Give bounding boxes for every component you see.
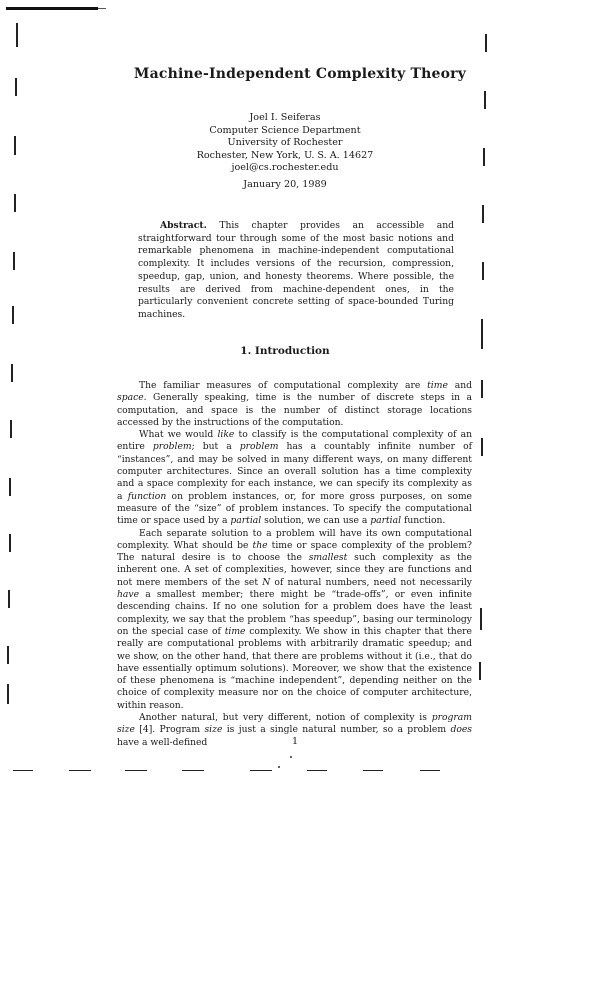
emphasis: function xyxy=(127,490,167,502)
bottom-dash xyxy=(420,770,440,771)
bottom-dash xyxy=(363,770,383,771)
emphasis: does xyxy=(450,724,473,736)
emphasis: the xyxy=(252,539,268,551)
margin-mark-left xyxy=(12,306,14,324)
text-run: [4]. Program xyxy=(134,724,205,736)
emphasis: N xyxy=(262,576,271,588)
text-run: has a countably infinite number of “instances”, and may be solved in many different ways, on many different computer architectures. Since an overall solution has a time complexity and a space complexity for each instance, we can specify its complexity as a xyxy=(117,441,473,502)
author-department: Computer Science Department xyxy=(209,124,361,136)
emphasis: partial xyxy=(370,515,402,527)
text-run: . Generally speaking, time is the number of discrete steps in a computation, and space is the number of distinct storage locations accessed by the instructions of the computation. xyxy=(117,392,472,428)
text-run: What we would xyxy=(139,429,218,441)
text-run: on problem instances, or, for more gross purposes, on some measure of the “size” of problem instances. To specify the computational time or space used by a xyxy=(117,490,472,527)
scan-top-bar-tail xyxy=(98,8,106,9)
emphasis: time xyxy=(427,380,448,391)
bottom-dash xyxy=(125,770,147,771)
text-run: complexity. We show in this chapter that there really are computational problems with arbitrarily dramatic speedup; and we show, on the other hand, that there are problems without it (i.e., that do have essentially optimum solutions). Moreover, we show that the existence of these phenomena is “machine independent”, depending neither on the choice of complexity measure nor on the choice of computer architecture, within reason. xyxy=(117,625,472,711)
paper-title: Machine-Independent Complexity Theory xyxy=(133,66,467,82)
margin-mark-left xyxy=(16,23,18,47)
text-run: to classify is the computational complexity of an entire xyxy=(117,429,472,453)
bottom-dash xyxy=(13,770,33,771)
margin-mark-right xyxy=(481,380,483,398)
paper-date: January 20, 1989 xyxy=(243,179,327,190)
text-run: and xyxy=(447,380,472,391)
margin-mark-left xyxy=(11,364,13,382)
text-run: is just a single natural number, so a problem xyxy=(222,724,451,736)
text-run: have a well-defined xyxy=(117,736,208,748)
speck xyxy=(290,756,292,758)
page-number: 1 xyxy=(291,736,299,747)
margin-mark-left xyxy=(13,252,15,270)
text-run: a smallest member; there might be “trade-offs”, or even infinite descending chains. If no one solution for a problem does have the least complexity, we say that the problem “has speedup”, basing our terminology on the special case of xyxy=(117,589,472,637)
emphasis: have xyxy=(117,589,140,601)
bottom-dash xyxy=(69,770,91,771)
emphasis: time xyxy=(224,625,246,637)
text-run: function. xyxy=(401,515,446,527)
body-text xyxy=(117,380,472,749)
bottom-dash xyxy=(182,770,204,771)
text-run: ; but a xyxy=(191,441,240,453)
text-run: Each separate solution to a problem will have its own computational complexity. What should be xyxy=(117,527,472,551)
margin-mark-left xyxy=(9,478,11,496)
text-run: time or space complexity of the problem? The natural desire is to choose the xyxy=(117,539,472,564)
author-email: joel@cs.rochester.edu xyxy=(231,162,339,174)
section-heading: 1. Introduction xyxy=(240,345,330,357)
paragraph-1 xyxy=(117,380,472,429)
bottom-dash xyxy=(250,770,272,771)
margin-mark-left xyxy=(14,194,16,212)
abstract-label: Abstract. xyxy=(160,220,207,231)
emphasis: like xyxy=(217,429,235,441)
author-name: Joel I. Seiferas xyxy=(249,112,321,123)
text-run: such complexity as the inherent one. A set of complexities, however, since they are functions and not mere members of the set xyxy=(117,552,472,588)
emphasis: problem xyxy=(239,441,279,453)
margin-mark-left xyxy=(10,420,12,438)
emphasis: program size xyxy=(117,712,472,736)
paragraph-3 xyxy=(117,528,472,712)
emphasis: smallest xyxy=(308,552,348,564)
abstract xyxy=(138,220,454,322)
author-block xyxy=(0,112,570,175)
speck xyxy=(278,766,280,768)
text-run: The familiar measures of computational complexity are xyxy=(139,380,428,391)
margin-mark-right xyxy=(481,438,483,456)
bottom-dash xyxy=(307,770,327,771)
emphasis: size xyxy=(204,724,223,736)
author-address: Rochester, New York, U. S. A. 14627 xyxy=(196,149,374,161)
emphasis: partial xyxy=(230,515,262,527)
emphasis: problem xyxy=(152,441,192,453)
margin-mark-right xyxy=(484,91,486,109)
emphasis: space xyxy=(117,392,144,404)
margin-mark-right xyxy=(479,662,481,680)
margin-mark-left xyxy=(7,684,9,704)
text-run: Another natural, but very different, notion of complexity is xyxy=(139,712,432,724)
scan-top-bar xyxy=(6,7,98,10)
margin-mark-left xyxy=(9,534,11,552)
margin-mark-right xyxy=(482,262,484,280)
margin-mark-right xyxy=(480,608,482,630)
paragraph-2 xyxy=(117,429,472,527)
author-university: University of Rochester xyxy=(227,137,343,149)
margin-mark-left xyxy=(7,646,9,664)
margin-mark-left xyxy=(8,590,10,608)
text-run: of natural numbers, need not necessarily xyxy=(270,576,473,588)
abstract-text: This chapter provides an accessible and straightforward tour through some of the most basic notions and remarkable phenomena in machine-independent computational complexity. It includes versions of the recursion, compression, speedup, gap, union, and honesty theorems. Where possible, the results are derived from machine-dependent ones, in the particularly convenient concrete setting of space-bounded Turing machines. xyxy=(138,220,454,320)
margin-mark-right xyxy=(482,205,484,223)
text-run: solution, we can use a xyxy=(261,515,371,527)
margin-mark-right xyxy=(485,34,487,52)
